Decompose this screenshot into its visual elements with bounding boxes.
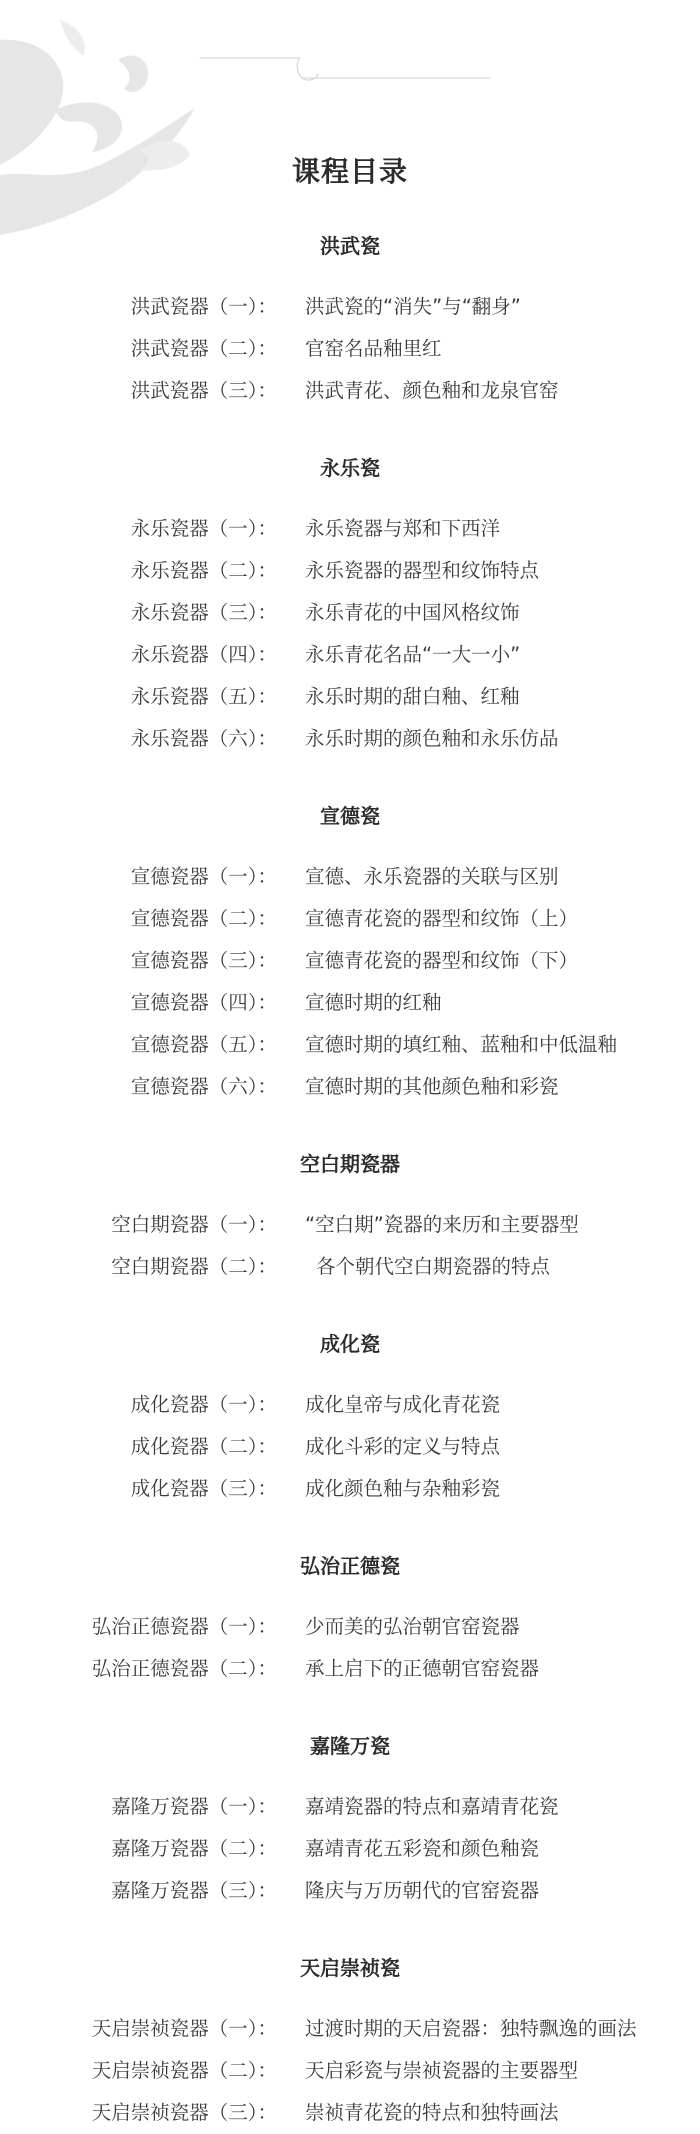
lesson-label: 弘治正德瓷器（一）：: [91, 1615, 277, 1638]
lesson-row: [0, 634, 700, 676]
lesson-list: [0, 1204, 700, 1288]
lesson-row: [0, 1384, 700, 1426]
lesson-list: [0, 286, 700, 412]
lesson-topic: 成化斗彩的定义与特点: [305, 1435, 501, 1458]
lesson-row: [0, 1204, 700, 1246]
lesson-row: [0, 2092, 700, 2134]
lesson-list: [0, 1606, 700, 1690]
lesson-topic: 宣德时期的填红釉、蓝釉和中低温釉: [305, 1033, 618, 1056]
section-title: 洪武瓷: [320, 234, 380, 258]
lesson-row: [0, 940, 700, 982]
lesson-label: 天启崇祯瓷器（二）：: [91, 2059, 277, 2082]
lesson-topic: 少而美的弘治朝官窑瓷器: [305, 1615, 520, 1638]
lesson-row: [0, 1066, 700, 1108]
lesson-topic: 成化颜色釉与杂釉彩瓷: [305, 1477, 501, 1500]
lesson-topic: 隆庆与万历朝代的官窑瓷器: [305, 1879, 540, 1902]
section-hongwu: [0, 232, 700, 412]
page-title: 课程目录: [291, 155, 408, 188]
lesson-label: 洪武瓷器（三）：: [130, 379, 277, 402]
lesson-label: 成化瓷器（一）：: [130, 1393, 277, 1416]
lesson-label: 永乐瓷器（一）：: [130, 517, 277, 540]
lesson-label: 永乐瓷器（三）：: [130, 601, 277, 624]
lesson-row: [0, 2050, 700, 2092]
lesson-topic: 永乐青花的中国风格纹饰: [305, 601, 520, 624]
lesson-row: [0, 1426, 700, 1468]
lesson-row: [0, 676, 700, 718]
lesson-row: [0, 982, 700, 1024]
section-title: 宣德瓷: [320, 804, 380, 828]
lesson-row: [0, 1468, 700, 1510]
section-title: 成化瓷: [320, 1332, 380, 1356]
lesson-label: 宣德瓷器（三）：: [130, 949, 277, 972]
lesson-topic: 天启彩瓷与崇祯瓷器的主要器型: [305, 2059, 579, 2082]
lesson-topic: 永乐瓷器与郑和下西洋: [305, 517, 501, 540]
lesson-label: 成化瓷器（二）：: [130, 1435, 277, 1458]
lesson-topic: 成化皇帝与成化青花瓷: [305, 1393, 501, 1416]
lesson-label: 空白期瓷器（一）：: [111, 1213, 277, 1236]
lesson-topic: 宣德时期的其他颜色釉和彩瓷: [305, 1075, 559, 1098]
lesson-label: 空白期瓷器（二）：: [111, 1255, 277, 1278]
lesson-topic: 过渡时期的天启瓷器：独特飘逸的画法: [305, 2017, 637, 2040]
ink-brush-decoration: [0, 0, 700, 240]
lesson-row: [0, 1786, 700, 1828]
lesson-topic: 嘉靖青花五彩瓷和颜色釉瓷: [305, 1837, 540, 1860]
lesson-label: 成化瓷器（三）：: [130, 1477, 277, 1500]
lesson-label: 嘉隆万瓷器（三）：: [111, 1879, 277, 1902]
lesson-topic: 各个朝代空白期瓷器的特点: [316, 1255, 551, 1278]
lesson-label: 永乐瓷器（五）：: [130, 685, 277, 708]
lesson-topic: 永乐时期的甜白釉、红釉: [305, 685, 520, 708]
section-tianqi-chongzhen: [0, 1954, 700, 2134]
lesson-row: [0, 856, 700, 898]
lesson-list: [0, 508, 700, 760]
lesson-label: 嘉隆万瓷器（二）：: [111, 1837, 277, 1860]
lesson-row: [0, 1828, 700, 1870]
lesson-label: 天启崇祯瓷器（三）：: [91, 2101, 277, 2124]
lesson-topic: 宣德、永乐瓷器的关联与区别: [305, 865, 559, 888]
lesson-topic: 嘉靖瓷器的特点和嘉靖青花瓷: [305, 1795, 559, 1818]
lesson-topic: 永乐时期的颜色釉和永乐仿品: [305, 727, 559, 750]
lesson-row: [0, 592, 700, 634]
lesson-label: 宣德瓷器（五）：: [130, 1033, 277, 1056]
section-title: 嘉隆万瓷: [310, 1734, 390, 1758]
lesson-label: 永乐瓷器（六）：: [130, 727, 277, 750]
lesson-label: 宣德瓷器（四）：: [130, 991, 277, 1014]
lesson-row: [0, 898, 700, 940]
lesson-row: [0, 1870, 700, 1912]
lesson-row: [0, 1024, 700, 1066]
lesson-list: [0, 856, 700, 1108]
lesson-label: 嘉隆万瓷器（一）：: [111, 1795, 277, 1818]
lesson-row: [0, 550, 700, 592]
section-kongbaiqi: [0, 1150, 700, 1288]
lesson-row: [0, 370, 700, 412]
lesson-row: [0, 1648, 700, 1690]
lesson-label: 永乐瓷器（二）：: [130, 559, 277, 582]
lesson-list: [0, 2008, 700, 2134]
lesson-topic: 宣德青花瓷的器型和纹饰（下）: [305, 949, 579, 972]
section-title: 空白期瓷器: [300, 1152, 400, 1176]
lesson-label: 宣德瓷器（一）：: [130, 865, 277, 888]
lesson-row: [0, 1246, 700, 1288]
lesson-row: [0, 286, 700, 328]
section-title: 永乐瓷: [320, 456, 380, 480]
course-catalog: [0, 232, 700, 2134]
section-title: 弘治正德瓷: [300, 1554, 400, 1578]
lesson-label: 洪武瓷器（一）：: [130, 295, 277, 318]
lesson-row: [0, 1606, 700, 1648]
lesson-row: [0, 2008, 700, 2050]
section-hongzhi-zhengde: [0, 1552, 700, 1690]
lesson-label: 宣德瓷器（二）：: [130, 907, 277, 930]
section-xuande: [0, 802, 700, 1108]
lesson-topic: 官窑名品釉里红: [305, 337, 442, 360]
lesson-topic: 宣德青花瓷的器型和纹饰（上）: [305, 907, 579, 930]
lesson-label: 洪武瓷器（二）：: [130, 337, 277, 360]
lesson-label: 永乐瓷器（四）：: [130, 643, 277, 666]
lesson-topic: 洪武青花、颜色釉和龙泉官窑: [305, 379, 559, 402]
lesson-topic: 宣德时期的红釉: [305, 991, 442, 1014]
lesson-topic: 永乐瓷器的器型和纹饰特点: [305, 559, 540, 582]
section-title: 天启崇祯瓷: [300, 1956, 400, 1980]
lesson-topic: 崇祯青花瓷的特点和独特画法: [305, 2101, 559, 2124]
lesson-row: [0, 328, 700, 370]
lesson-topic: “空白期”瓷器的来历和主要器型: [305, 1213, 579, 1236]
lesson-label: 天启崇祯瓷器（一）：: [91, 2017, 277, 2040]
lesson-list: [0, 1786, 700, 1912]
lesson-topic: 永乐青花名品“一大一小”: [305, 643, 521, 666]
section-yongle: [0, 454, 700, 760]
lesson-row: [0, 718, 700, 760]
lesson-list: [0, 1384, 700, 1510]
lesson-topic: 承上启下的正德朝官窑瓷器: [305, 1657, 540, 1680]
lesson-row: [0, 508, 700, 550]
section-chenghua: [0, 1330, 700, 1510]
lesson-topic: 洪武瓷的“消失”与“翻身”: [305, 295, 521, 318]
lesson-label: 宣德瓷器（六）：: [130, 1075, 277, 1098]
lesson-label: 弘治正德瓷器（二）：: [91, 1657, 277, 1680]
section-jialongwan: [0, 1732, 700, 1912]
